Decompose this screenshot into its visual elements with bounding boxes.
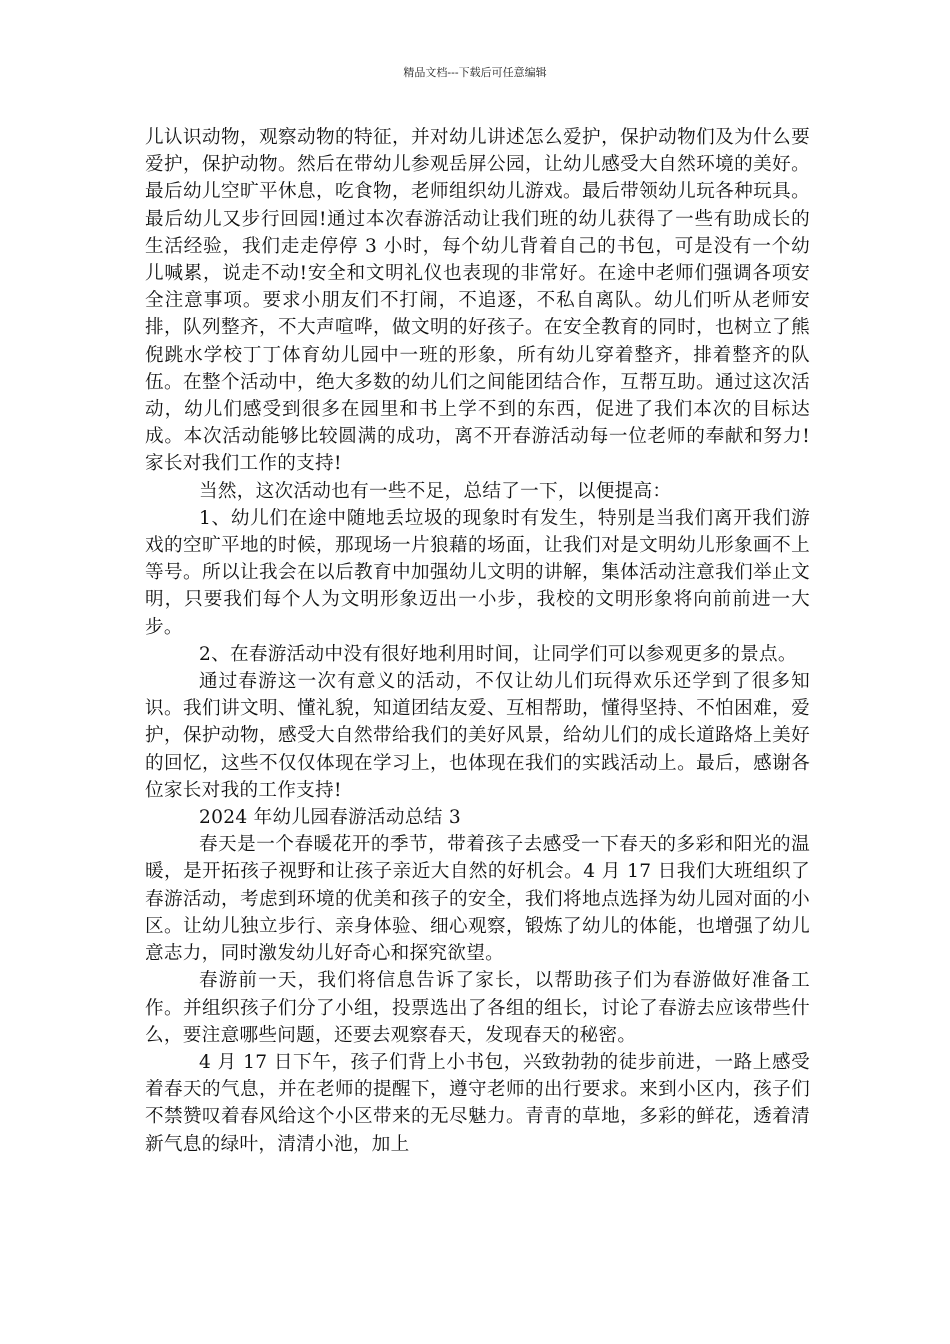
- section-heading: 2024 年幼儿园春游活动总结 3: [198, 807, 461, 829]
- paragraph-spring-intro: 春天是一个春暖花开的季节，带着孩子去感受一下春天的多彩和阳光的温暖，是开拓孩子视野和让孩子亲近大自然的好机会。4 月 17 日我们大班组织了春游活动，考虑到环境的优美和孩子的安全，我们将地点选择为幼儿园对面的小区。让幼儿独立步行、亲身体验、细心观察，锻炼了幼儿的体能，也增强了幼儿意志力，同时激发幼儿好奇心和探究欲望。: [145, 834, 810, 965]
- paragraph-trip-day: 4 月 17 日下午，孩子们背上小书包，兴致勃勃的徒步前进，一路上感受着春天的气息，并在老师的提醒下，遵守老师的出行要求。来到小区内，孩子们不禁赞叹着春风给这个小区带来的无尽魅力。青青的草地，多彩的鲜花，透着清新气息的绿叶，清清小池，加上: [145, 1051, 810, 1155]
- document-body: [145, 124, 810, 1158]
- paragraph-conclusion: 通过春游这一次有意义的活动，不仅让幼儿们玩得欢乐还学到了很多知识。我们讲文明、懂礼貌，知道团结友爱、互相帮助，懂得坚持、不怕困难，爱护，保护动物，感受大自然带给我们的美好风景，给幼儿们的成长道路烙上美好的回忆，这些不仅仅体现在学习上，也体现在我们的实践活动上。最后，感谢各位家长对我的工作支持!: [145, 671, 810, 801]
- paragraph-shortcomings-intro: 当然，这次活动也有一些不足，总结了一下，以便提高：: [198, 480, 672, 502]
- paragraph-preparation: 春游前一天，我们将信息告诉了家长，以帮助孩子们为春游做好准备工作。并组织孩子们分了小组，投票选出了各组的组长，讨论了春游去应该带些什么，要注意哪些问题，还要去观察春天，发现春天的秘密。: [145, 970, 810, 1046]
- paragraph-activity-summary: 儿认识动物，观察动物的特征，并对幼儿讲述怎么爱护，保护动物们及为什么要爱护，保护动物。然后在带幼儿参观岳屏公园，让幼儿感受大自然环境的美好。最后幼儿空旷平休息，吃食物，老师组织幼儿游戏。最后带领幼儿玩各种玩具。最后幼儿又步行回园!通过本次春游活动让我们班的幼儿获得了一些有助成长的生活经验，我们走走停停 3 小时，每个幼儿背着自己的书包，可是没有一个幼儿喊累，说走不动!安全和文明礼仪也表现的非常好。在途中老师们强调各项安全注意事项。要求小朋友们不打闹，不追逐，不私自离队。幼儿们听从老师安排，队列整齐，不大声喧哗，做文明的好孩子。在安全教育的同时，也树立了熊倪跳水学校丁丁体育幼儿园中一班的形象，所有幼儿穿着整齐，排着整齐的队伍。在整个活动中，绝大多数的幼儿们之间能团结合作，互帮互助。通过这次活动，幼儿们感受到很多在园里和书上学不到的东西，促进了我们本次的目标达成。本次活动能够比较圆满的成功，离不开春游活动每一位老师的奉献和努力!家长对我们工作的支持!: [145, 127, 810, 475]
- paragraph-shortcoming-1: 1、幼儿们在途中随地丢垃圾的现象时有发生，特别是当我们离开我们游戏的空旷平地的时候，那现场一片狼藉的场面，让我们对是文明幼儿形象画不上等号。所以让我会在以后教育中加强幼儿文明的讲解，集体活动注意我们举止文明，只要我们每个人为文明形象迈出一小步，我校的文明形象将向前前进一大步。: [145, 507, 810, 638]
- paragraph-shortcoming-2: 2、在春游活动中没有很好地利用时间，让同学们可以参观更多的景点。: [198, 643, 797, 665]
- page-header: 精品文档---下载后可任意编辑: [403, 66, 547, 79]
